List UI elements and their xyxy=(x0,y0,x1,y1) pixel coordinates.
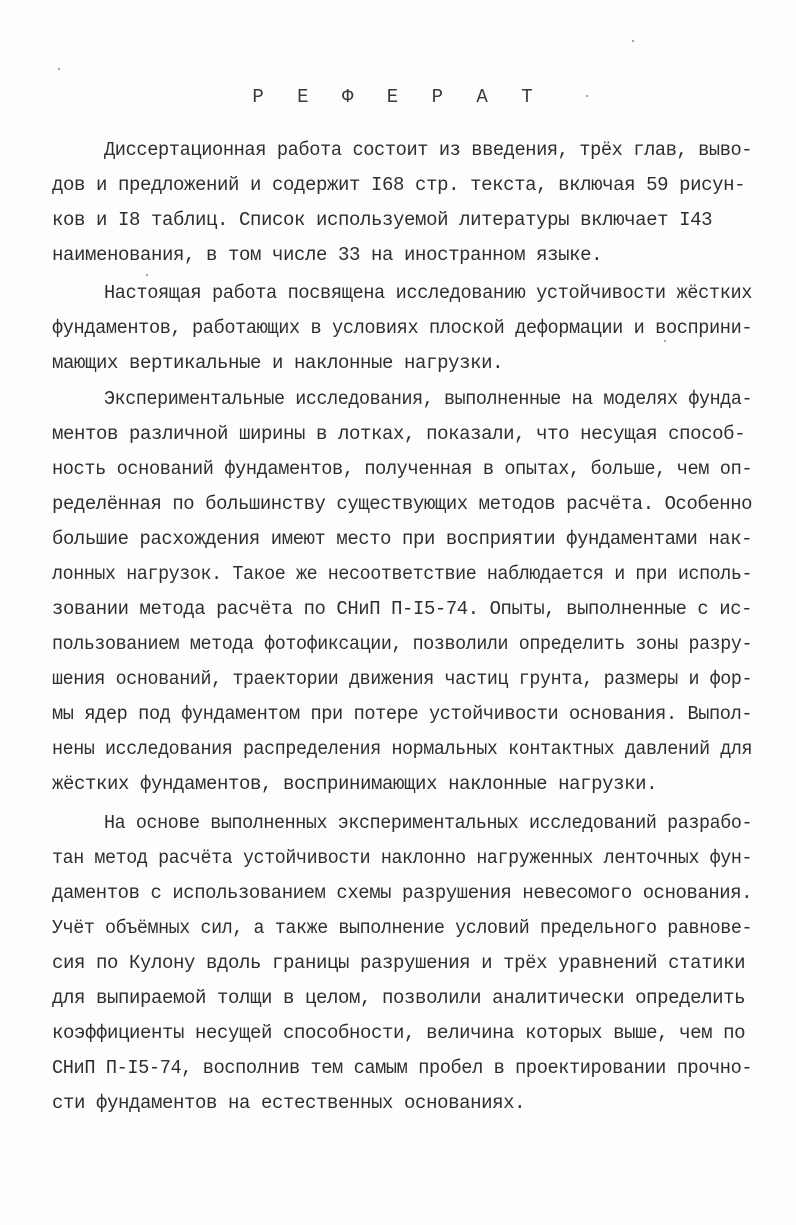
text-line: мающих вертикальные и наклонные нагрузки. xyxy=(52,352,504,374)
text-line: Учёт объёмных сил, а также выполнение условий предельного равнове- xyxy=(52,917,753,939)
text-line: дов и предложений и содержит I68 стр. текста, включая 59 рисун- xyxy=(52,174,746,196)
text-line: Настоящая работа посвящена исследованию устойчивости жёстких xyxy=(104,282,753,304)
paper-speck xyxy=(632,40,634,42)
text-line: для выпираемой толщи в целом, позволили аналитически определить xyxy=(52,987,746,1009)
text-line: тан метод расчёта устойчивости наклонно нагруженных ленточных фун- xyxy=(52,847,753,869)
text-line: ментов различной ширины в лотках, показали, что несущая способ- xyxy=(52,423,746,445)
text-line: ность оснований фундаментов, полученная в опытах, больше, чем оп- xyxy=(52,458,753,480)
text-line: фундаментов, работающих в условиях плоской деформации и восприни- xyxy=(52,317,753,339)
text-line: жёстких фундаментов, воспринимающих наклонные нагрузки. xyxy=(52,773,658,795)
text-line: зовании метода расчёта по СНиП П-I5-74. Опыты, выполненные с ис- xyxy=(52,598,753,620)
text-line: лонных нагрузок. Такое же несоответствие наблюдается и при исполь- xyxy=(52,563,753,585)
text-line: пользованием метода фотофиксации, позволили определить зоны разру- xyxy=(52,633,753,655)
text-line: даментов с использованием схемы разрушения невесомого основания. xyxy=(52,882,753,904)
text-line: ков и I8 таблиц. Список используемой литературы включает I43 xyxy=(52,209,713,231)
text-line: Диссертационная работа состоит из введения, трёх глав, выво- xyxy=(104,139,753,161)
text-line: На основе выполненных экспериментальных исследований разрабо- xyxy=(104,812,753,834)
paper-speck xyxy=(586,95,588,97)
text-line: коэффициенты несущей способности, величина которых выше, чем по xyxy=(52,1022,746,1044)
paper-speck xyxy=(146,274,148,276)
text-line: сия по Кулону вдоль границы разрушения и трёх уравнений статики xyxy=(52,952,746,974)
text-line: ределённая по большинству существующих методов расчёта. Особенно xyxy=(52,493,753,515)
page-title: Р Е Ф Е Р А Т xyxy=(252,86,544,108)
paper-speck xyxy=(664,340,666,342)
text-line: шения оснований, траектории движения частиц грунта, размеры и фор- xyxy=(52,668,753,690)
text-line: сти фундаментов на естественных основаниях. xyxy=(52,1092,526,1114)
text-line: СНиП П-I5-74, восполнив тем самым пробел в проектировании прочно- xyxy=(52,1057,753,1079)
text-line: мы ядер под фундаментом при потере устойчивости основания. Выпол- xyxy=(52,703,753,725)
text-line: большие расхождения имеют место при восприятии фундаментами нак- xyxy=(52,528,753,550)
text-line: нены исследования распределения нормальных контактных давлений для xyxy=(52,738,753,760)
paper-speck xyxy=(58,68,60,70)
text-line: Экспериментальные исследования, выполненные на моделях фунда- xyxy=(104,388,753,410)
text-line: наименования, в том числе 33 на иностранном языке. xyxy=(52,244,603,266)
